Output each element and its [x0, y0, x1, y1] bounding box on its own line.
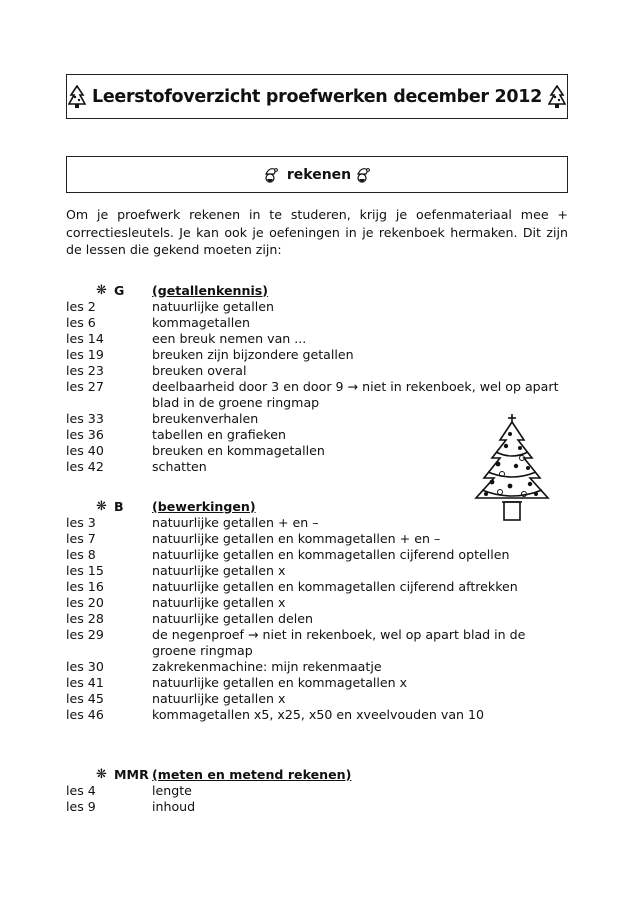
- lesson-topic: natuurlijke getallen en kommagetallen + en –: [152, 531, 441, 546]
- lesson-number: les 7: [66, 531, 96, 546]
- lesson-topic: natuurlijke getallen en kommagetallen x: [152, 675, 408, 690]
- lesson-topic: natuurlijke getallen x: [152, 691, 286, 706]
- section-header: [66, 282, 568, 299]
- lesson-number: les 27: [66, 379, 104, 394]
- lesson-topic: breuken en kommagetallen: [152, 443, 325, 458]
- lesson-number: les 2: [66, 299, 96, 314]
- list-item: [66, 579, 568, 595]
- lesson-topic: breukenverhalen: [152, 411, 259, 426]
- lesson-number: les 8: [66, 547, 96, 562]
- lesson-number: les 30: [66, 659, 104, 674]
- section-desc: (bewerkingen): [152, 498, 256, 514]
- section-header: [66, 498, 568, 515]
- lesson-topic: deelbaarheid door 3 en door 9 → niet in rekenboek, wel op apart blad in de groene ringmap: [152, 379, 559, 410]
- santa-icon: [264, 166, 278, 184]
- lesson-topic: lengte: [152, 783, 192, 798]
- bullet-icon: ❋: [96, 766, 107, 782]
- lesson-topic: een breuk nemen van ...: [152, 331, 307, 346]
- list-item: [66, 315, 568, 331]
- list-item: [66, 691, 568, 707]
- lesson-topic: natuurlijke getallen x: [152, 563, 286, 578]
- lesson-number: les 9: [66, 799, 96, 814]
- christmas-tree-icon: [68, 85, 86, 109]
- lesson-topic: de negenproef → niet in rekenboek, wel op apart blad in de groene ringmap: [152, 627, 526, 658]
- list-item: [66, 675, 568, 691]
- section-desc: (meten en metend rekenen): [152, 766, 352, 782]
- lesson-topic: breuken overal: [152, 363, 247, 378]
- intro-paragraph: [66, 206, 568, 259]
- lesson-number: les 16: [66, 579, 104, 594]
- list-item: [66, 515, 568, 531]
- list-item: [66, 563, 568, 579]
- bullet-icon: ❋: [96, 498, 107, 514]
- section-code: MMR: [114, 766, 149, 782]
- section-meten: [66, 766, 568, 815]
- lesson-topic: kommagetallen: [152, 315, 250, 330]
- lesson-number: les 14: [66, 331, 104, 346]
- lesson-number: les 4: [66, 783, 96, 798]
- list-item: [66, 783, 568, 799]
- lesson-number: les 28: [66, 611, 104, 626]
- page-title: Leerstofoverzicht proefwerken december 2012: [91, 86, 543, 107]
- lesson-topic: breuken zijn bijzondere getallen: [152, 347, 354, 362]
- section-title: rekenen: [286, 166, 352, 183]
- lesson-number: les 41: [66, 675, 104, 690]
- lesson-number: les 19: [66, 347, 104, 362]
- lesson-number: les 29: [66, 627, 104, 642]
- lesson-number: les 20: [66, 595, 104, 610]
- lesson-topic: kommagetallen x5, x25, x50 en xveelvouden van 10: [152, 707, 485, 722]
- lesson-number: les 23: [66, 363, 104, 378]
- list-item: [66, 347, 568, 363]
- lesson-number: les 46: [66, 707, 104, 722]
- section-bewerkingen: [66, 498, 568, 723]
- list-item: [66, 299, 568, 315]
- lesson-number: les 15: [66, 563, 104, 578]
- lesson-topic: natuurlijke getallen delen: [152, 611, 313, 626]
- list-item: [66, 595, 568, 611]
- lesson-topic: tabellen en grafieken: [152, 427, 287, 442]
- lesson-topic: zakrekenmachine: mijn rekenmaatje: [152, 659, 382, 674]
- lesson-number: les 3: [66, 515, 96, 530]
- lesson-number: les 42: [66, 459, 104, 474]
- lesson-number: les 40: [66, 443, 104, 458]
- lesson-number: les 45: [66, 691, 104, 706]
- lesson-number: les 6: [66, 315, 96, 330]
- lesson-topic: natuurlijke getallen + en –: [152, 515, 319, 530]
- list-item: [66, 531, 568, 547]
- lesson-topic: natuurlijke getallen: [152, 299, 274, 314]
- lesson-topic: natuurlijke getallen en kommagetallen cijferend optellen: [152, 547, 510, 562]
- lesson-number: les 36: [66, 427, 104, 442]
- lesson-topic: schatten: [152, 459, 207, 474]
- list-item: [66, 799, 568, 815]
- list-item: [66, 611, 568, 627]
- list-item: [66, 379, 568, 411]
- list-item: [66, 627, 568, 659]
- christmas-tree-icon: [548, 85, 566, 109]
- subtitle-box: [66, 156, 568, 193]
- santa-icon: [356, 166, 370, 184]
- list-item: [66, 659, 568, 675]
- lesson-topic: natuurlijke getallen x: [152, 595, 286, 610]
- lesson-topic: natuurlijke getallen en kommagetallen cijferend aftrekken: [152, 579, 518, 594]
- section-code: G: [114, 282, 125, 298]
- lesson-topic: inhoud: [152, 799, 196, 814]
- section-header: [66, 766, 568, 783]
- list-item: [66, 547, 568, 563]
- list-item: [66, 707, 568, 723]
- section-code: B: [114, 498, 124, 514]
- list-item: [66, 331, 568, 347]
- bullet-icon: ❋: [96, 282, 107, 298]
- section-desc: (getallenkennis): [152, 282, 269, 298]
- list-item: [66, 363, 568, 379]
- lesson-number: les 33: [66, 411, 104, 426]
- title-box: [66, 74, 568, 119]
- intro-text: Om je proefwerk rekenen in te studeren, krijg je oefenmateriaal mee + correctiesleutels. Je kan ook je oefeningen in je rekenboek hermaken. Dit zijn de lessen die gekend moeten zijn:: [66, 207, 568, 257]
